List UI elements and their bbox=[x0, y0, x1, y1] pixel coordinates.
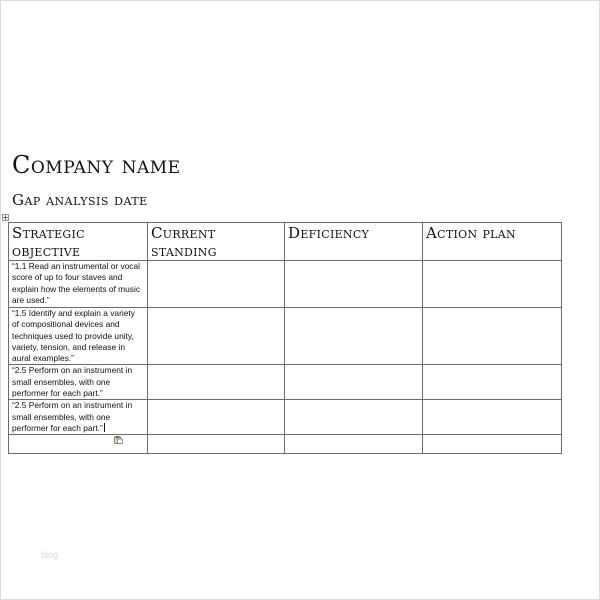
header-strategic-line1: Strategic bbox=[12, 224, 85, 242]
watermark-text: blog bbox=[41, 550, 59, 560]
table-row bbox=[9, 435, 562, 454]
objective-text: “2.5 Perform on an instrument in small ensembles, with one performer for each part.” bbox=[12, 400, 133, 433]
header-current-standing[interactable] bbox=[148, 223, 285, 261]
header-current-line2: standing bbox=[151, 242, 217, 260]
table-row bbox=[9, 365, 562, 400]
deficiency-cell[interactable] bbox=[285, 435, 423, 454]
action-plan-cell[interactable] bbox=[423, 261, 562, 308]
company-name-heading: Company name bbox=[12, 151, 181, 179]
header-current-line1: Current bbox=[151, 224, 216, 242]
table-row bbox=[9, 400, 562, 435]
deficiency-cell[interactable] bbox=[285, 400, 423, 435]
table-row bbox=[9, 308, 562, 365]
paste-options-icon[interactable] bbox=[114, 436, 123, 444]
objective-cell[interactable] bbox=[9, 435, 148, 454]
objective-cell[interactable] bbox=[9, 308, 148, 365]
action-plan-cell[interactable] bbox=[423, 400, 562, 435]
objective-text: “1.5 Identify and explain a variety of compositional devices and techniques used to provide unity, variety, tension, and release in aural examples.” bbox=[12, 308, 135, 364]
action-plan-cell[interactable] bbox=[423, 435, 562, 454]
table-header-row bbox=[9, 223, 562, 261]
table-move-handle-icon[interactable] bbox=[2, 214, 9, 221]
header-action-plan-label: Action plan bbox=[426, 224, 516, 242]
header-deficiency[interactable] bbox=[285, 223, 423, 261]
objective-cell[interactable] bbox=[9, 261, 148, 308]
gap-analysis-table bbox=[8, 222, 562, 454]
objective-text: “1.1 Read an instrumental or vocal score of up to four staves and explain how the elements of music are used.” bbox=[12, 261, 141, 305]
header-action-plan[interactable] bbox=[423, 223, 562, 261]
current-standing-cell[interactable] bbox=[148, 400, 285, 435]
current-standing-cell[interactable] bbox=[148, 365, 285, 400]
deficiency-cell[interactable] bbox=[285, 261, 423, 308]
deficiency-cell[interactable] bbox=[285, 308, 423, 365]
header-strategic-objective[interactable] bbox=[9, 223, 148, 261]
current-standing-cell[interactable] bbox=[148, 308, 285, 365]
objective-text: “2.5 Perform on an instrument in small ensembles, with one performer for each part.” bbox=[12, 365, 133, 399]
header-strategic-line2: objective bbox=[12, 242, 81, 260]
deficiency-cell[interactable] bbox=[285, 365, 423, 400]
objective-cell[interactable] bbox=[9, 365, 148, 400]
header-deficiency-label: Deficiency bbox=[288, 224, 370, 242]
gap-analysis-date-heading: Gap analysis date bbox=[12, 191, 148, 209]
current-standing-cell[interactable] bbox=[148, 435, 285, 454]
objective-cell[interactable] bbox=[9, 400, 148, 435]
current-standing-cell[interactable] bbox=[148, 261, 285, 308]
action-plan-cell[interactable] bbox=[423, 365, 562, 400]
table-row bbox=[9, 261, 562, 308]
action-plan-cell[interactable] bbox=[423, 308, 562, 365]
text-cursor bbox=[104, 423, 105, 432]
